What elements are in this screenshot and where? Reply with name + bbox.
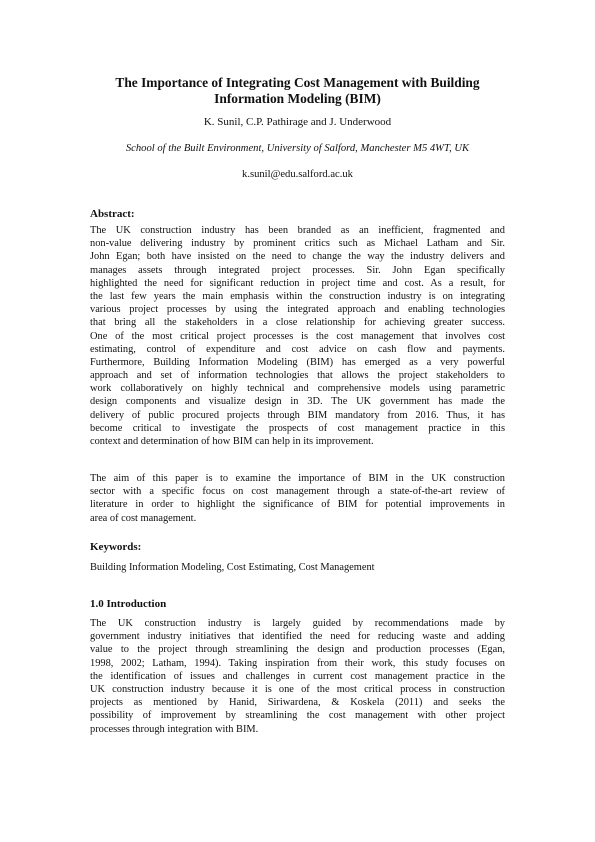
- text-line: government industry initiatives that identified the need for reducing waste and adding: [90, 631, 505, 643]
- text-line: the identification of issues and challenges in current cost management practice in the: [90, 670, 505, 682]
- author-list: K. Sunil, C.P. Pathirage and J. Underwood: [203, 116, 392, 128]
- text-line: approach and set of information technologies that allows the project stakeholders to: [90, 370, 505, 382]
- abstract-paragraph-1: [90, 224, 505, 448]
- text-line: possibility of improvement by streamlining the cost management with other project: [90, 710, 505, 722]
- text-line: literature in order to highlight the significance of BIM for potential improvements in: [90, 499, 505, 511]
- text-line: become critical to investigate the prospects of cost management practice in this: [90, 422, 505, 434]
- text-line: manages assets through integrated project processes. Sir. John Egan specifically: [90, 264, 505, 276]
- keywords-heading: Keywords:: [90, 541, 142, 553]
- text-line: work collaboratively on highly technical and comprehensive models using parametric: [90, 383, 505, 395]
- abstract-heading: Abstract:: [90, 208, 135, 220]
- text-line: The UK construction industry has been branded as an inefficient, fragmented and: [90, 225, 505, 236]
- text-line: The UK construction industry is largely guided by recommendations made by: [90, 618, 505, 629]
- text-line: John Egan; both have insisted on the need to change the way the industry delivers and: [90, 251, 505, 263]
- affiliation: School of the Built Environment, University of Salford, Manchester M5 4WT, UK: [125, 143, 470, 154]
- text-line: area of cost management.: [90, 512, 197, 524]
- text-line: value to the project through streamlining the design and production processes (Egan,: [90, 644, 505, 656]
- introduction-heading: 1.0 Introduction: [90, 598, 167, 610]
- text-line: 1998, 2002; Latham, 1994). Taking inspiration from their work, this study focuses on: [90, 657, 505, 669]
- abstract-paragraph-2: [90, 472, 505, 525]
- text-line: projects as mentioned by Hanid, Siriwardena, & Koskela (2011) and seeks the: [90, 697, 505, 709]
- text-line: Furthermore, Building Information Modeling (BIM) has emerged as a very powerful: [90, 356, 505, 368]
- text-line: delivery of public procured projects through BIM mandatory from 2016. Thus, it has: [90, 409, 505, 421]
- text-line: design components and visualize design in 3D. The UK government has made the: [90, 396, 505, 408]
- text-line: highlighted the need for significant reduction in project time and cost. As a result, for: [90, 277, 505, 289]
- text-line: The aim of this paper is to examine the importance of BIM in the UK construction: [90, 473, 505, 484]
- text-line: One of the most critical project processes is the cost management that involves cost: [90, 330, 505, 342]
- title-line-2: Information Modeling (BIM): [214, 91, 381, 106]
- text-line: the last few years the main emphasis within the construction industry is on integrating: [90, 290, 505, 302]
- text-line: UK construction industry because it is one of the most critical process in construction: [90, 683, 505, 695]
- introduction-paragraph: [90, 617, 505, 736]
- title-line-1: The Importance of Integrating Cost Management with Building: [115, 75, 480, 90]
- text-line: estimating, control of expenditure and cost advice on cash flow and payments.: [90, 343, 505, 355]
- text-line: non-value delivering industry by prominent critics such as Michael Latham and Sir.: [90, 238, 505, 250]
- paper-title: [80, 75, 515, 107]
- keywords-text: Building Information Modeling, Cost Estimating, Cost Management: [90, 562, 375, 573]
- text-line: that bring all the stakeholders in a close relationship for achieving greater success.: [90, 317, 505, 329]
- text-line: processes through integration with BIM.: [90, 723, 259, 735]
- contact-email: k.sunil@edu.salford.ac.uk: [242, 169, 353, 180]
- text-line: various project processes by using the integrated approach and enabling technologies: [90, 304, 505, 316]
- text-line: context and determination of how BIM can help in its improvement.: [90, 436, 374, 447]
- text-line: sector with a specific focus on cost management through a state-of-the-art review of: [90, 486, 505, 498]
